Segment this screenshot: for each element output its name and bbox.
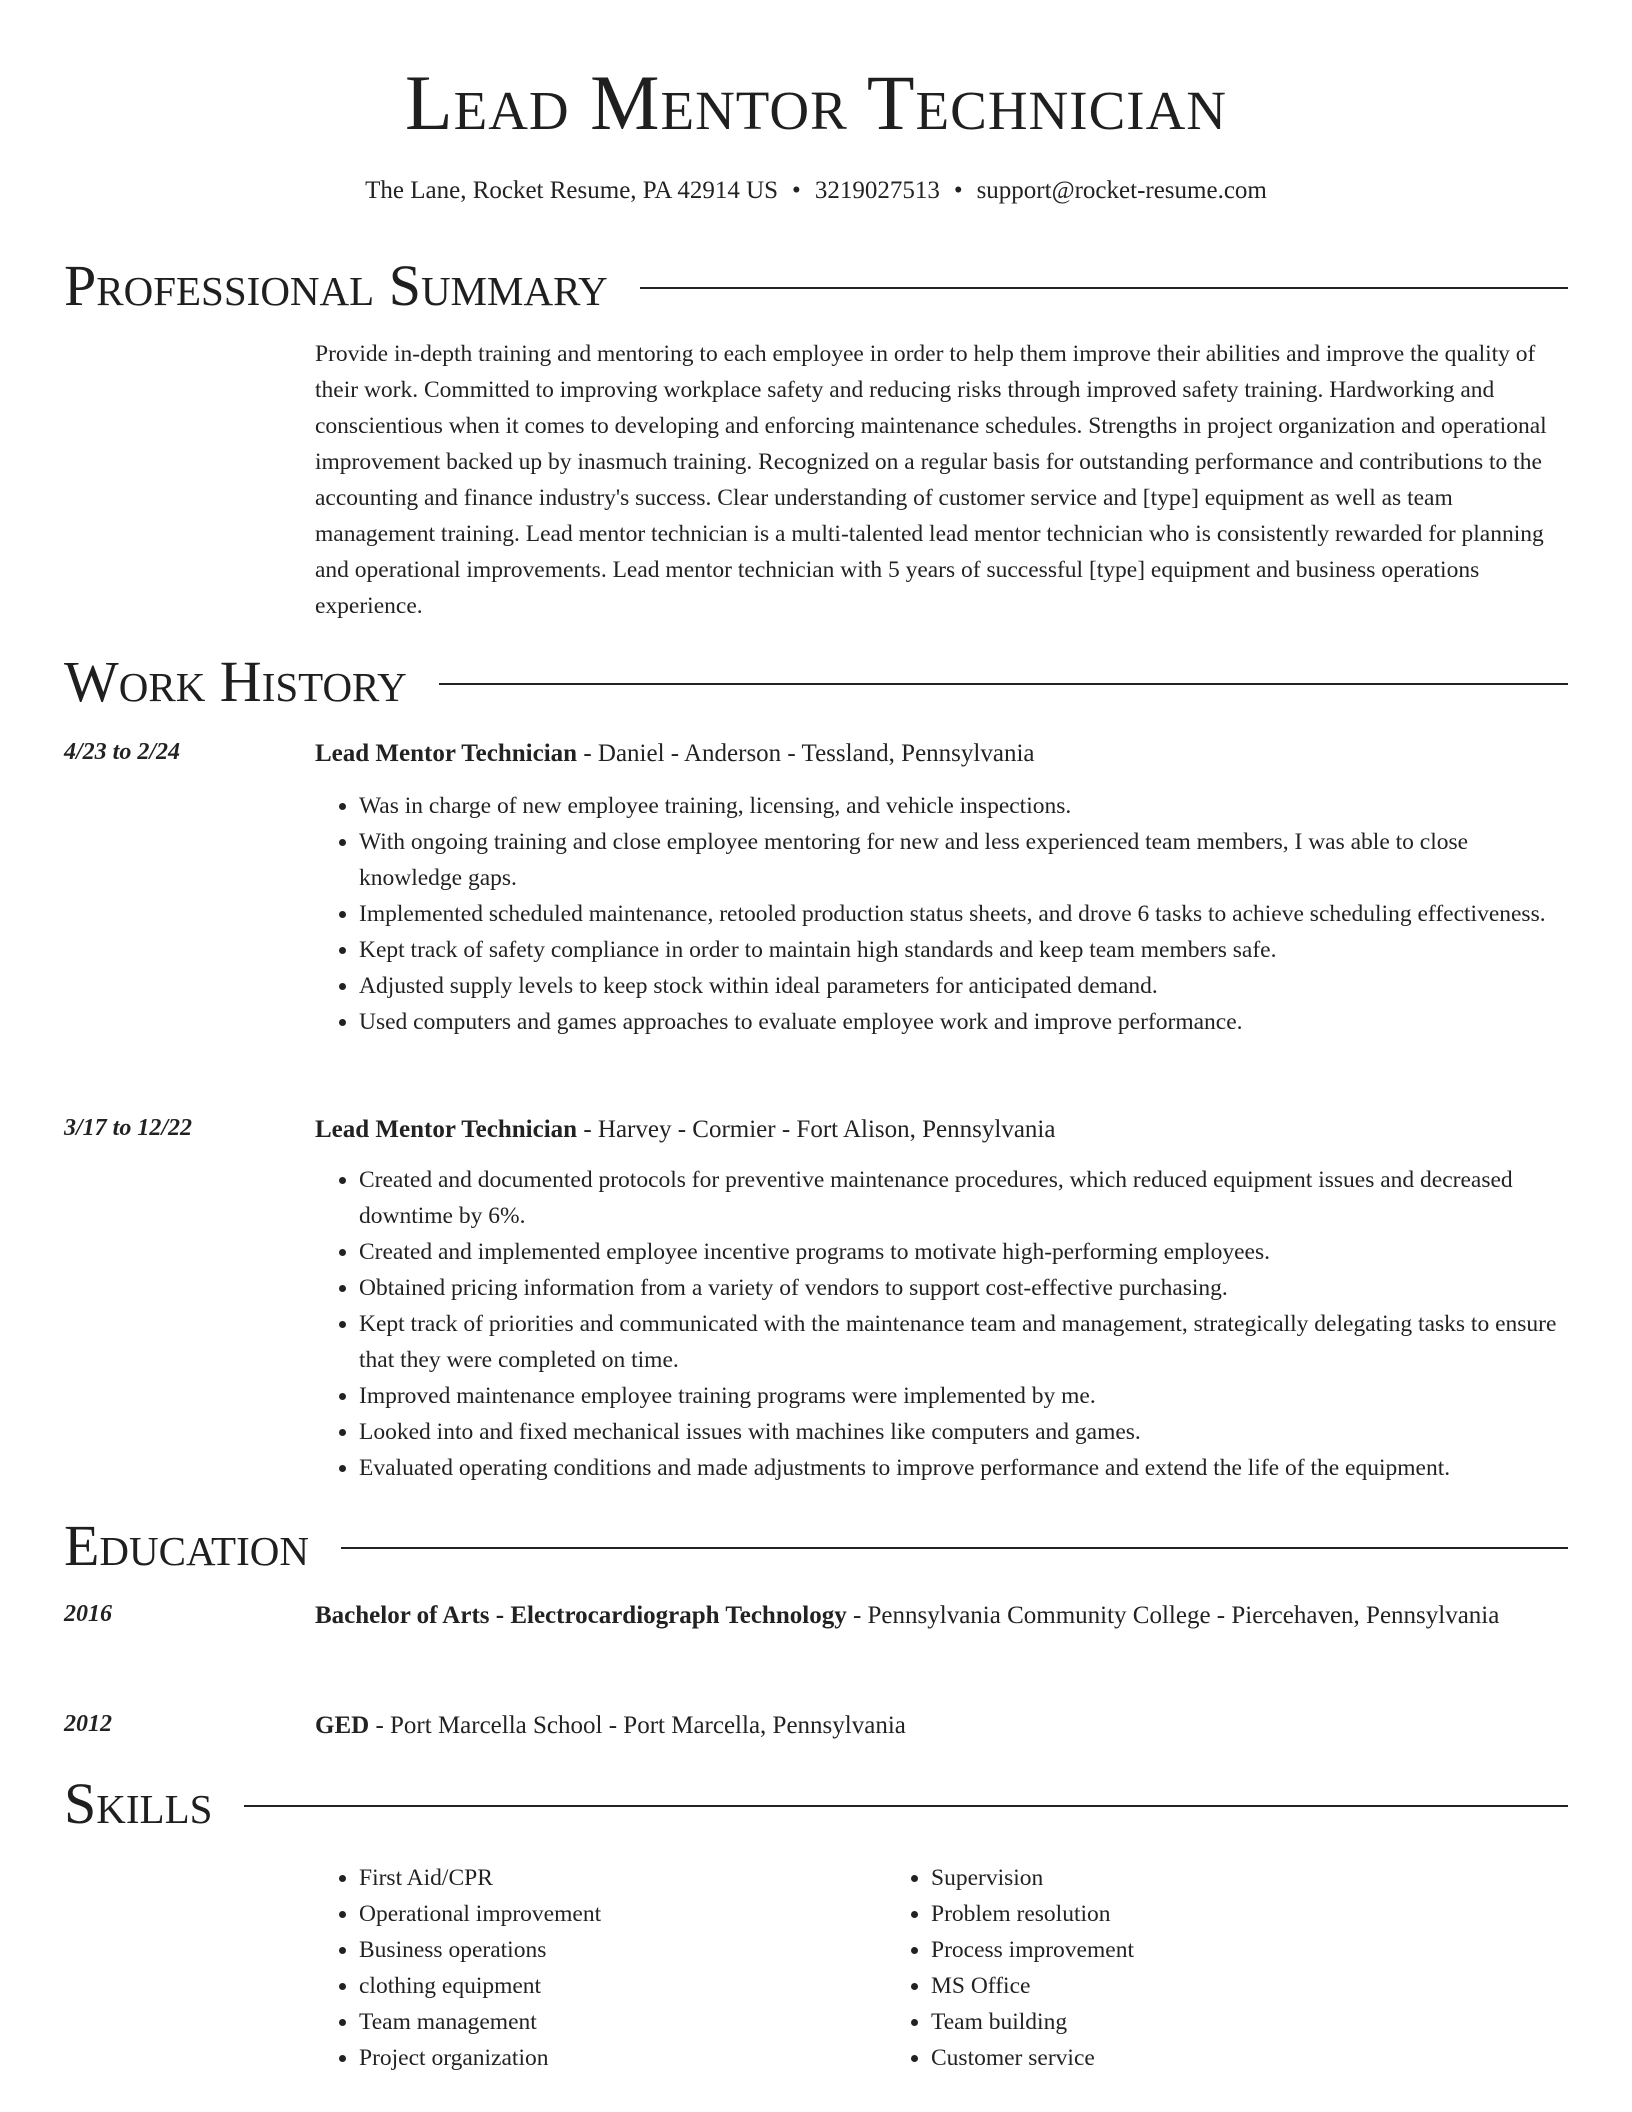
list-item: • Was in charge of new employee training, licensing, and vehicle inspections. [359, 788, 1568, 824]
skills-column-right [887, 1860, 1527, 2076]
list-item: • Team building [931, 2004, 1527, 2040]
section-title: Professional Summary [64, 253, 608, 318]
skills-list [315, 1860, 1570, 2076]
job-heading [315, 1110, 1568, 1150]
education-details: - Port Marcella School - Port Marcella, Pennsylvania [369, 1712, 906, 1739]
list-item: • Improved maintenance employee training programs were implemented by me. [359, 1378, 1568, 1414]
list-item: • Business operations [359, 1932, 887, 1968]
education-heading [315, 1706, 1568, 1746]
list-item: • clothing equipment [359, 1968, 887, 2004]
address: The Lane, Rocket Resume, PA 42914 US [365, 177, 779, 204]
list-item: • Created and documented protocols for preventive maintenance procedures, which reduced equipment issues and decreased downtime by 6%. [359, 1162, 1568, 1234]
section-title: Education [64, 1513, 309, 1578]
education-date: 2016 [64, 1601, 112, 1627]
job-role: Lead Mentor Technician [315, 1116, 578, 1143]
section-divider [341, 1547, 1568, 1549]
job-bullets [315, 788, 1568, 1040]
list-item: • Team management [359, 2004, 887, 2040]
section-divider [439, 683, 1568, 685]
job-date: 3/17 to 12/22 [64, 1115, 193, 1141]
section-title: Work History [64, 649, 407, 714]
job-role: Lead Mentor Technician [315, 740, 578, 767]
list-item: • Kept track of priorities and communicated with the maintenance team and management, strategically delegating tasks to ensure that they were completed on time. [359, 1306, 1568, 1378]
education-date: 2012 [64, 1711, 112, 1737]
section-divider [640, 287, 1568, 289]
list-item: • Implemented scheduled maintenance, retooled production status sheets, and drove 6 tasks to achieve scheduling effectiveness. [359, 896, 1568, 932]
list-item: • Looked into and fixed mechanical issues with machines like computers and games. [359, 1414, 1568, 1450]
education-degree: Bachelor of Arts - Electrocardiograph Technology [315, 1602, 847, 1629]
list-item: • Process improvement [931, 1932, 1527, 1968]
list-item: • Problem resolution [931, 1896, 1527, 1932]
separator: • [792, 177, 801, 204]
summary-section-header [64, 254, 1568, 318]
list-item: • Adjusted supply levels to keep stock within ideal parameters for anticipated demand. [359, 968, 1568, 1004]
list-item: • Supervision [931, 1860, 1527, 1896]
list-item: • Evaluated operating conditions and made adjustments to improve performance and extend the life of the equipment. [359, 1450, 1568, 1486]
list-item: • Obtained pricing information from a variety of vendors to support cost-effective purchasing. [359, 1270, 1568, 1306]
job-bullets [315, 1162, 1568, 1486]
list-item: • With ongoing training and close employee mentoring for new and less experienced team members, I was able to close knowledge gaps. [359, 824, 1568, 896]
phone: 3219027513 [814, 177, 940, 204]
work-history-section-header [64, 650, 1568, 714]
email: support@rocket-resume.com [976, 177, 1267, 204]
list-item: • Operational improvement [359, 1896, 887, 1932]
job-date: 4/23 to 2/24 [64, 739, 181, 765]
list-item: • First Aid/CPR [359, 1860, 887, 1896]
job-heading [315, 734, 1568, 774]
list-item: • Used computers and games approaches to evaluate employee work and improve performance. [359, 1004, 1568, 1040]
list-item: • Created and implemented employee incentive programs to motivate high-performing employees. [359, 1234, 1568, 1270]
section-divider [244, 1805, 1568, 1807]
job-details: - Harvey - Cormier - Fort Alison, Pennsylvania [577, 1116, 1056, 1143]
list-item: • Kept track of safety compliance in order to maintain high standards and keep team members safe. [359, 932, 1568, 968]
list-item: • MS Office [931, 1968, 1527, 2004]
list-item: • Customer service [931, 2040, 1527, 2076]
education-degree: GED [315, 1712, 370, 1739]
contact-line [0, 174, 1632, 208]
job-details: - Daniel - Anderson - Tessland, Pennsylvania [577, 740, 1035, 767]
candidate-name: Lead Mentor Technician [404, 59, 1228, 146]
skills-section-header [64, 1772, 1568, 1836]
section-title: Skills [64, 1771, 213, 1836]
list-item: • Project organization [359, 2040, 887, 2076]
summary-text: Provide in-depth training and mentoring to each employee in order to help them improve their abilities and improve the quality of their work. Committed to improving workplace safety and reducing risks through improved safety training. Hardworking and conscientious when it comes to developing and enforcing maintenance schedules. Strengths in project organization and operational improvement backed up by inasmuch training. Recognized on a regular basis for outstanding performance and contributions to the accounting and finance industry's success. Clear understanding of customer service and [type] equipment as well as team management training. Lead mentor technician is a multi-talented lead mentor technician who is consistently rewarded for planning and operational improvements. Lead mentor technician with 5 years of successful [type] equipment and business operations experience. [315, 341, 1547, 619]
education-heading [315, 1596, 1568, 1636]
separator: • [953, 177, 963, 204]
education-section-header [64, 1514, 1568, 1578]
education-details: - Pennsylvania Community College - Piercehaven, Pennsylvania [846, 1602, 1500, 1629]
skills-column-left [315, 1860, 887, 2076]
